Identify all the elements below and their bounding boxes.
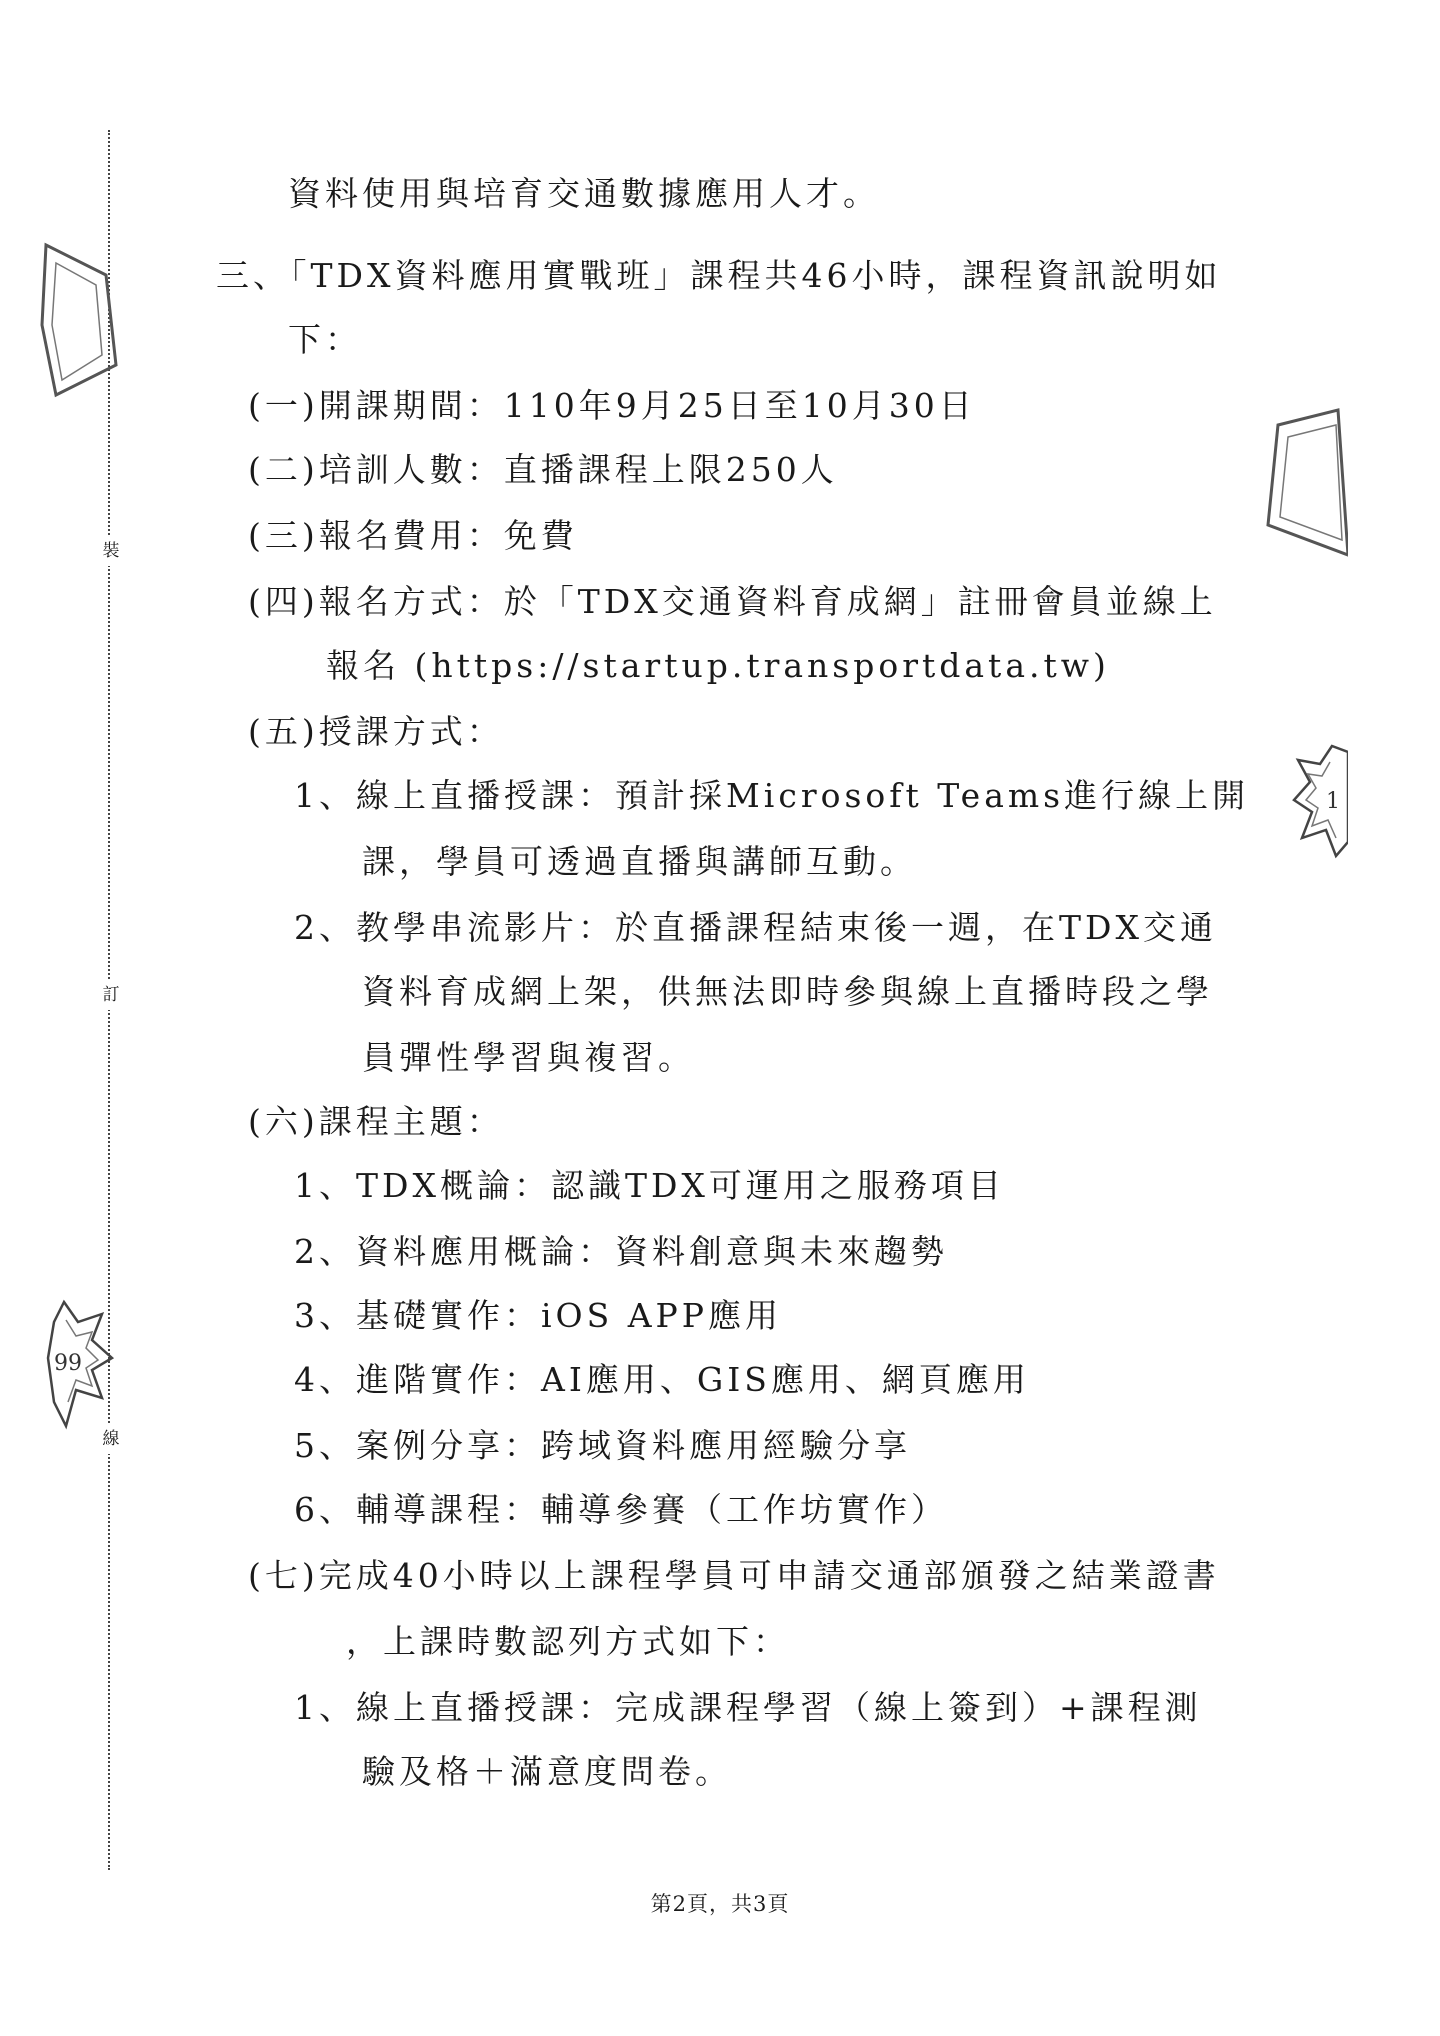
page-number-footer: 第2頁，共3頁 <box>650 1892 790 1916</box>
badge-number-right: 1 <box>1326 789 1340 814</box>
section-3-heading: 三、「TDX資料應用實戰班」課程共46小時，課程資訊說明如 <box>216 256 1222 295</box>
item-5-teaching-method: (五)授課方式： <box>248 712 504 751</box>
item-7-certificate-cont: ，上課時數認列方式如下： <box>346 1622 790 1661</box>
item-6-topic-6: 6、輔導課程：輔導參賽（工作坊實作） <box>294 1490 948 1529</box>
body-line-1: 資料使用與培育交通數據應用人才。 <box>288 174 880 213</box>
item-7-sub-1: 1、線上直播授課：完成課程學習（線上簽到）+課程測 <box>294 1688 1202 1727</box>
seal-stamp-top-left <box>36 235 122 405</box>
item-6-topic-5: 5、案例分享：跨域資料應用經驗分享 <box>294 1426 911 1465</box>
badge-stamp-right <box>1292 742 1348 860</box>
item-6-topic-4: 4、進階實作：AI應用、GIS應用、網頁應用 <box>294 1360 1030 1399</box>
binding-label-zhuang: 裝 <box>100 536 122 566</box>
item-1-course-period: (一)開課期間：110年9月25日至10月30日 <box>248 386 976 425</box>
seal-stamp-right <box>1258 405 1348 565</box>
badge-stamp-left <box>44 1298 114 1430</box>
item-6-course-topics: (六)課程主題： <box>248 1102 504 1141</box>
item-7-certificate: (七)完成40小時以上課程學員可申請交通部頒發之結業證書 <box>248 1556 1220 1595</box>
item-7-sub-1-cont: 驗及格＋滿意度問卷。 <box>362 1752 732 1791</box>
item-5-sub-2-cont-2: 員彈性學習與複習。 <box>362 1038 695 1077</box>
item-4-registration-method: (四)報名方式：於「TDX交通資料育成網」註冊會員並線上 <box>248 582 1217 621</box>
item-5-sub-2: 2、教學串流影片：於直播課程結束後一週，在TDX交通 <box>294 908 1217 947</box>
binding-label-ding: 訂 <box>100 980 122 1010</box>
item-4-registration-url: 報名 (https://startup.transportdata.tw) <box>326 646 1110 685</box>
section-3-heading-cont: 下： <box>288 320 362 359</box>
item-5-sub-2-cont: 資料育成網上架，供無法即時參與線上直播時段之學 <box>362 972 1213 1011</box>
item-3-registration-fee: (三)報名費用：免費 <box>248 516 578 555</box>
item-6-topic-3: 3、基礎實作：iOS APP應用 <box>294 1296 782 1335</box>
item-5-sub-1: 1、線上直播授課：預計採Microsoft Teams進行線上開 <box>294 776 1250 815</box>
binding-label-xian: 線 <box>100 1424 122 1454</box>
item-5-sub-1-cont: 課，學員可透過直播與講師互動。 <box>362 842 917 881</box>
badge-number-left: 99 <box>54 1351 82 1376</box>
item-2-trainee-count: (二)培訓人數：直播課程上限250人 <box>248 450 838 489</box>
item-6-topic-2: 2、資料應用概論：資料創意與未來趨勢 <box>294 1232 948 1271</box>
item-6-topic-1: 1、TDX概論：認識TDX可運用之服務項目 <box>294 1166 1005 1205</box>
